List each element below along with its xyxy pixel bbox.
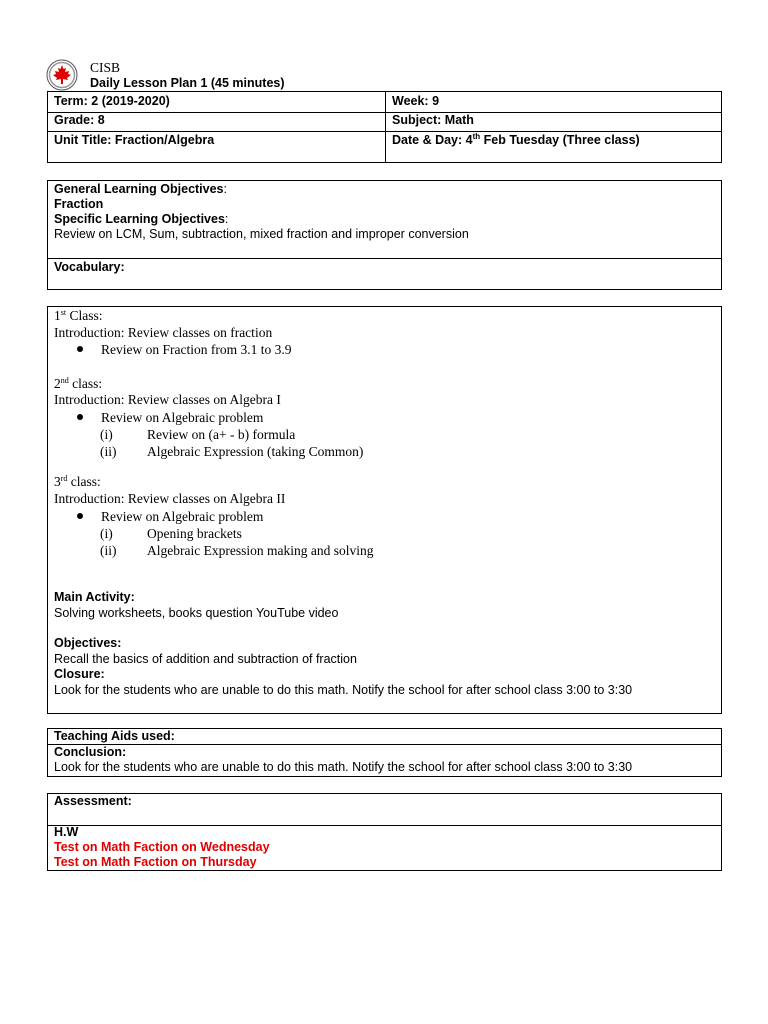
activity-objectives-value: Recall the basics of addition and subtraction of fraction: [54, 652, 357, 666]
objectives-table: [47, 180, 722, 290]
closure-value: Look for the students who are unable to do this math. Notify the school for after school class 3:00 to 3:30: [54, 683, 633, 697]
class-1-intro: Introduction: Review classes on fraction: [54, 325, 273, 340]
week-cell: Week: 9: [392, 94, 440, 108]
specific-objectives-label: Specific Learning Objectives:: [54, 212, 229, 226]
class-3-bullet: Review on Algebraic problem: [77, 509, 263, 524]
class-3-sub-2: Algebraic Expression making and solving: [147, 543, 374, 558]
specific-objectives-value: Review on LCM, Sum, subtraction, mixed fraction and improper conversion: [54, 227, 469, 241]
conclusion-label: Conclusion:: [54, 745, 127, 759]
lesson-body: [47, 306, 722, 714]
school-logo: [46, 59, 78, 91]
maple-leaf-icon: [46, 59, 78, 91]
org-name: CISB: [90, 60, 121, 75]
bullet-icon: [77, 513, 83, 519]
bullet-icon: [77, 346, 83, 352]
info-table: [47, 91, 722, 163]
class-3-intro: Introduction: Review classes on Algebra II: [54, 491, 286, 506]
closure-label: Closure:: [54, 667, 105, 681]
page-title: Daily Lesson Plan 1 (45 minutes): [90, 76, 285, 90]
class-2-heading: 2nd class:: [54, 376, 103, 391]
class-1-bullet: Review on Fraction from 3.1 to 3.9: [77, 342, 291, 357]
assessment-label: Assessment:: [54, 794, 132, 808]
teaching-aids-label: Teaching Aids used:: [54, 729, 175, 743]
assessment-table: [47, 793, 722, 871]
class-3-sub-1: Opening brackets: [147, 526, 242, 541]
homework-label: H.W: [54, 825, 79, 839]
main-activity-value: Solving worksheets, books question YouTube video: [54, 606, 339, 620]
date-cell: Date & Day: 4th Feb Tuesday (Three class): [392, 132, 640, 147]
class-2-sub-2-num: (ii): [100, 444, 117, 459]
class-2-sub-2: Algebraic Expression (taking Common): [147, 444, 364, 459]
main-activity-label: Main Activity:: [54, 590, 135, 604]
class-3-heading: 3rd class:: [54, 474, 101, 489]
homework-item: Test on Math Faction on Thursday: [54, 855, 257, 869]
subject-cell: Subject: Math: [392, 113, 474, 127]
class-3-sub-2-num: (ii): [100, 543, 117, 558]
general-objectives-value: Fraction: [54, 197, 104, 211]
class-3-sub-1-num: (i): [100, 526, 113, 541]
unit-title-cell: Unit Title: Fraction/Algebra: [54, 133, 215, 147]
class-2-sub-1: Review on (a+ - b) formula: [147, 427, 296, 442]
class-2-intro: Introduction: Review classes on Algebra I: [54, 392, 281, 407]
class-2-sub-1-num: (i): [100, 427, 113, 442]
class-2-bullet: Review on Algebraic problem: [77, 410, 263, 425]
conclusion-value: Look for the students who are unable to do this math. Notify the school for after school class 3:00 to 3:30: [54, 760, 633, 774]
activity-objectives-label: Objectives:: [54, 636, 122, 650]
vocabulary-label: Vocabulary:: [54, 260, 125, 274]
homework-item: Test on Math Faction on Wednesday: [54, 840, 270, 854]
term-cell: Term: 2 (2019-2020): [54, 94, 170, 108]
bullet-icon: [77, 414, 83, 420]
grade-cell: Grade: 8: [54, 113, 105, 127]
class-1-heading: 1st Class:: [54, 308, 103, 323]
general-objectives-label: General Learning Objectives:: [54, 182, 227, 196]
teaching-aids-table: [47, 728, 722, 777]
